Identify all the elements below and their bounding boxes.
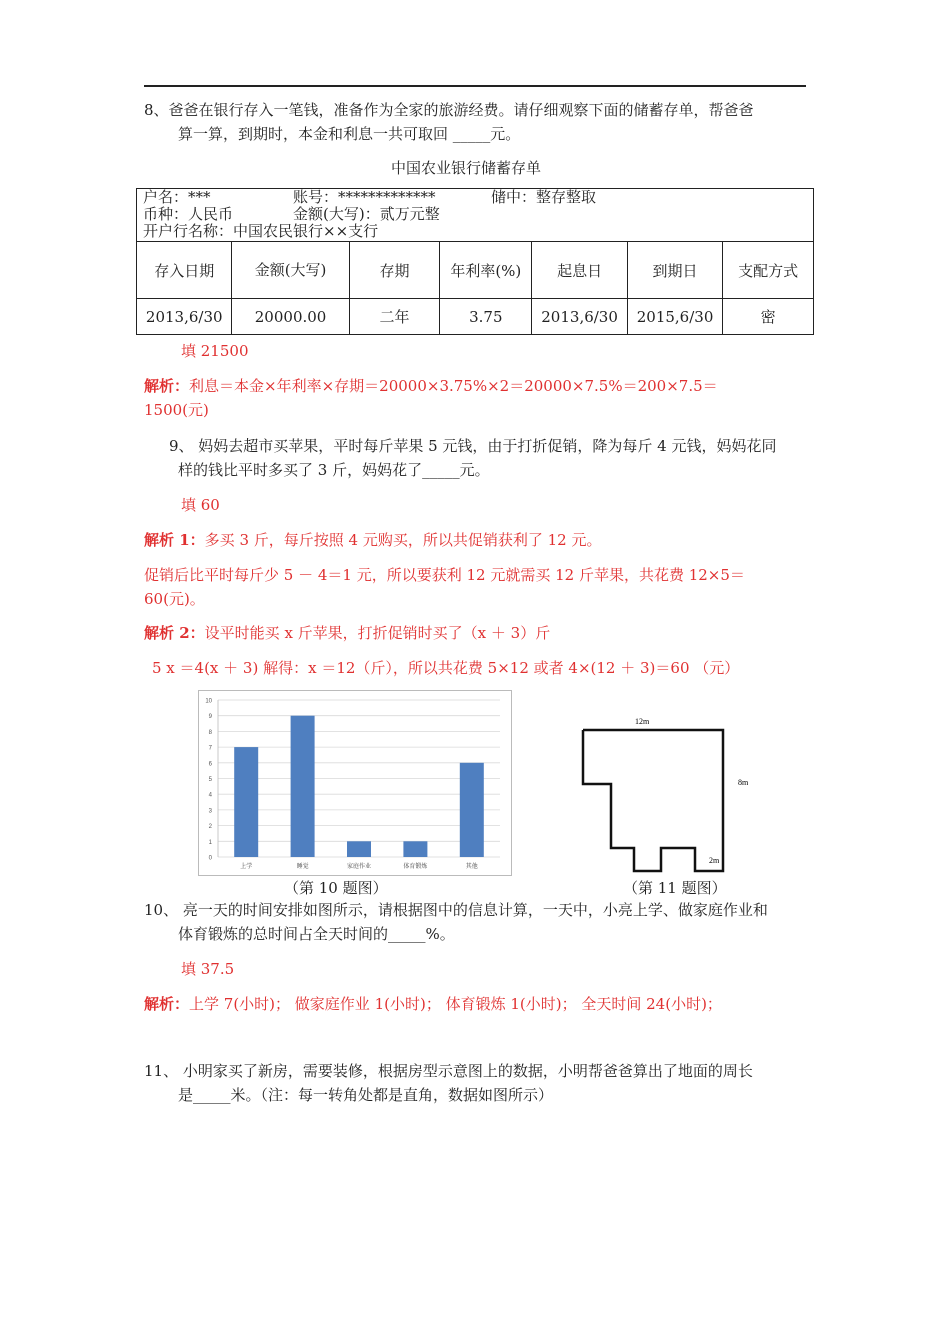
y-tick-label: 2 <box>208 824 212 831</box>
table-cell: 2015,6/30 <box>627 299 722 335</box>
column-header: 支配方式 <box>723 242 814 299</box>
q10-line1: 10、 亮一天的时间安排如图所示，请根据图中的信息计算，一天中，小亮上学、做家庭作业和 <box>144 901 768 919</box>
bottom-dimension-label: 2m <box>709 856 720 865</box>
deposit-slip-header <box>137 189 814 242</box>
deposit-slip-table <box>136 188 814 335</box>
deposit-type: 储中：整存整取 <box>491 188 597 206</box>
column-header: 到期日 <box>627 242 722 299</box>
x-tick-label: 其他 <box>465 863 478 870</box>
q9-analysis1-line3: 60(元)。 <box>144 590 205 608</box>
table-cell: 密 <box>723 299 814 335</box>
x-tick-label: 上学 <box>240 863 253 870</box>
column-header: 金额(大写) <box>232 242 349 299</box>
bar <box>347 841 371 857</box>
bar <box>234 747 258 857</box>
bar <box>403 841 427 857</box>
q11-line2: 是_____米。（注：每一转角处都是直角，数据如图所示） <box>178 1086 554 1104</box>
fig10-caption: （第 10 题图） <box>284 879 388 897</box>
currency: 币种：人民币 <box>143 205 234 223</box>
q9-answer: 填 60 <box>181 496 220 514</box>
column-header: 存入日期 <box>137 242 232 299</box>
y-tick-label: 10 <box>205 698 212 705</box>
table-row <box>137 299 814 335</box>
q11-line1: 11、 小明家买了新房，需要装修，根据房型示意图上的数据，小明帮爸爸算出了地面的周长 <box>144 1062 753 1080</box>
q9-analysis2-equation: 5 x ＝4(x ＋ 3) 解得：x ＝12（斤），所以共花费 5×12 或者 4×(12 ＋ 3)＝60 （元） <box>152 659 740 677</box>
q8-analysis: 解析：利息＝本金×年利率×存期＝20000×3.75%×2＝20000×7.5%＝200×7.5＝ <box>144 377 718 395</box>
q9-analysis1: 解析 1：多买 3 斤，每斤按照 4 元购买，所以共促销获利了 12 元。 <box>144 531 602 549</box>
table-cell: 3.75 <box>440 299 532 335</box>
y-tick-label: 6 <box>208 761 212 768</box>
column-header: 起息日 <box>532 242 627 299</box>
y-tick-label: 8 <box>208 729 212 736</box>
q8-line1: 8、爸爸在银行存入一笔钱，准备作为全家的旅游经费。请仔细观察下面的储蓄存单，帮爸爸 <box>144 101 754 119</box>
q9-line1: 9、 妈妈去超市买苹果，平时每斤苹果 5 元钱，由于打折促销，降为每斤 4 元钱，妈妈花同 <box>169 437 777 455</box>
top-dimension-label: 12m <box>635 717 650 726</box>
x-tick-label: 体育锻炼 <box>403 863 428 870</box>
table-cell: 20000.00 <box>232 299 349 335</box>
bank-branch: 开户行名称：中国农民银行××支行 <box>143 222 379 240</box>
time-allocation-bar-chart <box>198 690 512 876</box>
right-dimension-label: 8m <box>738 778 749 787</box>
x-tick-label: 睡觉 <box>296 863 309 870</box>
account-holder: 户名：*** <box>143 188 211 206</box>
y-tick-label: 7 <box>208 745 212 752</box>
x-tick-label: 家庭作业 <box>346 863 372 870</box>
q8-line2: 算一算，到期时，本金和利息一共可取回 _____元。 <box>178 125 521 143</box>
column-header: 存期 <box>349 242 440 299</box>
table-cell: 2013,6/30 <box>532 299 627 335</box>
fig11-caption: （第 11 题图） <box>623 879 727 897</box>
q9-analysis1-line2: 促销后比平时每斤少 5 － 4＝1 元，所以要获利 12 元就需买 12 斤苹果，共花费 12×5＝ <box>144 566 745 584</box>
y-tick-label: 3 <box>208 808 212 815</box>
y-tick-label: 9 <box>208 714 212 721</box>
q9-analysis2: 解析 2：设平时能买 x 斤苹果，打折促销时买了（x ＋ 3）斤 <box>144 624 551 642</box>
column-header: 年利率(%) <box>440 242 532 299</box>
y-tick-label: 0 <box>208 855 212 862</box>
table-cell: 二年 <box>349 299 440 335</box>
q10-analysis: 解析：上学 7(小时)； 做家庭作业 1(小时)； 体育锻炼 1(小时)； 全天时间 24(小时)； <box>144 995 722 1013</box>
bar <box>291 716 315 857</box>
bar <box>460 763 484 857</box>
q10-line2: 体育锻炼的总时间占全天时间的_____%。 <box>178 925 455 943</box>
q9-line2: 样的钱比平时多买了 3 斤，妈妈花了_____元。 <box>178 461 490 479</box>
room-outline <box>583 730 723 871</box>
account-number: 账号：************* <box>293 188 436 206</box>
top-rule <box>144 85 806 87</box>
q8-analysis-line2: 1500(元) <box>144 401 209 419</box>
table-cell: 2013,6/30 <box>137 299 232 335</box>
q8-answer: 填 21500 <box>181 342 249 360</box>
y-tick-label: 1 <box>208 839 212 846</box>
deposit-column-headers <box>137 242 814 299</box>
amount-in-words: 金额(大写)：贰万元整 <box>293 205 440 223</box>
y-tick-label: 5 <box>208 777 212 783</box>
q10-answer: 填 37.5 <box>181 960 235 978</box>
deposit-table-title: 中国农业银行储蓄存单 <box>391 159 542 177</box>
floor-plan-diagram <box>575 714 755 876</box>
y-tick-label: 4 <box>208 792 212 799</box>
